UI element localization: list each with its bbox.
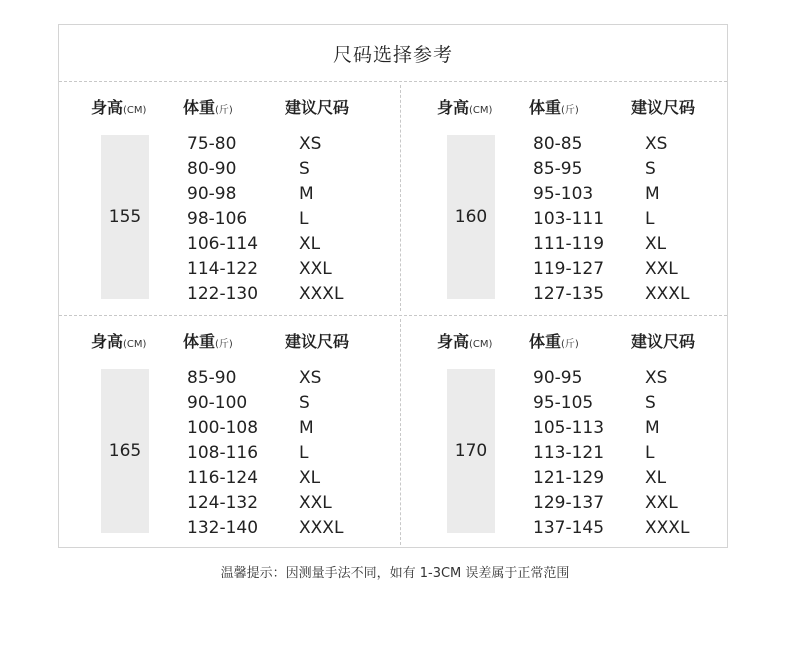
size-column <box>645 366 689 541</box>
weight-cell: 90-98 <box>187 184 237 204</box>
size-block-170 <box>397 317 727 549</box>
size-cell: XXL <box>299 493 332 513</box>
weight-cell: 105-113 <box>533 418 605 438</box>
size-cell: M <box>645 184 660 204</box>
weight-cell: 95-103 <box>533 184 594 204</box>
size-header: 建议尺码 <box>285 332 350 351</box>
height-header: 身高(CM) <box>91 332 147 351</box>
size-cell: L <box>299 209 309 229</box>
size-cell: XS <box>645 368 668 388</box>
size-column <box>299 132 343 307</box>
weight-cell: 80-85 <box>533 134 583 154</box>
size-cell: S <box>299 393 310 413</box>
size-chart-card <box>58 24 728 548</box>
weight-cell: 124-132 <box>187 493 259 513</box>
weight-cell: 119-127 <box>533 259 605 279</box>
weight-cell: 80-90 <box>187 159 237 179</box>
size-cell: XS <box>299 134 322 154</box>
size-cell: M <box>299 184 314 204</box>
size-cell: XXL <box>299 259 332 279</box>
size-cell: XXL <box>645 493 678 513</box>
height-value: 160 <box>447 135 495 299</box>
size-cell: XL <box>299 234 321 254</box>
weight-cell: 103-111 <box>533 209 605 229</box>
height-value: 170 <box>447 369 495 533</box>
size-cell: XXXL <box>299 518 344 538</box>
size-cell: M <box>645 418 660 438</box>
size-cell: XL <box>299 468 321 488</box>
weight-cell: 95-105 <box>533 393 594 413</box>
size-cell: XXXL <box>645 518 690 538</box>
weight-column <box>187 132 258 307</box>
size-block-160 <box>397 83 727 315</box>
weight-cell: 98-106 <box>187 209 248 229</box>
weight-header: 体重(斤) <box>183 332 233 351</box>
size-cell: L <box>645 209 655 229</box>
height-header: 身高(CM) <box>91 98 147 117</box>
middle-divider <box>59 315 727 316</box>
weight-cell: 121-129 <box>533 468 605 488</box>
size-cell: L <box>645 443 655 463</box>
size-cell: L <box>299 443 309 463</box>
size-cell: S <box>645 393 656 413</box>
weight-cell: 111-119 <box>533 234 605 254</box>
weight-column <box>533 132 604 307</box>
size-cell: S <box>645 159 656 179</box>
size-cell: S <box>299 159 310 179</box>
size-cell: XS <box>645 134 668 154</box>
weight-cell: 132-140 <box>187 518 259 538</box>
size-cell: XXXL <box>645 284 690 304</box>
weight-cell: 85-90 <box>187 368 237 388</box>
weight-cell: 75-80 <box>187 134 237 154</box>
weight-cell: 108-116 <box>187 443 259 463</box>
weight-cell: 90-95 <box>533 368 583 388</box>
weight-column <box>187 366 258 541</box>
size-cell: M <box>299 418 314 438</box>
size-column <box>299 366 343 541</box>
chart-title: 尺码选择参考 <box>332 43 453 66</box>
weight-cell: 137-145 <box>533 518 605 538</box>
size-header: 建议尺码 <box>631 332 696 351</box>
weight-header: 体重(斤) <box>183 98 233 117</box>
size-column <box>645 132 689 307</box>
weight-cell: 85-95 <box>533 159 583 179</box>
size-block-155 <box>59 83 389 315</box>
size-cell: XXL <box>645 259 678 279</box>
size-block-165 <box>59 317 389 549</box>
weight-cell: 122-130 <box>187 284 259 304</box>
weight-cell: 114-122 <box>187 259 259 279</box>
size-header: 建议尺码 <box>285 98 350 117</box>
weight-cell: 90-100 <box>187 393 248 413</box>
size-header: 建议尺码 <box>631 98 696 117</box>
size-cell: XXXL <box>299 284 344 304</box>
weight-header: 体重(斤) <box>529 332 579 351</box>
weight-cell: 127-135 <box>533 284 605 304</box>
height-value: 155 <box>101 135 149 299</box>
weight-cell: 100-108 <box>187 418 259 438</box>
weight-cell: 113-121 <box>533 443 605 463</box>
size-cell: XL <box>645 234 667 254</box>
height-header: 身高(CM) <box>437 332 493 351</box>
weight-header: 体重(斤) <box>529 98 579 117</box>
weight-cell: 106-114 <box>187 234 259 254</box>
height-value: 165 <box>101 369 149 533</box>
height-header: 身高(CM) <box>437 98 493 117</box>
weight-column <box>533 366 604 541</box>
size-cell: XL <box>645 468 667 488</box>
weight-cell: 129-137 <box>533 493 605 513</box>
size-cell: XS <box>299 368 322 388</box>
weight-cell: 116-124 <box>187 468 259 488</box>
title-divider <box>59 81 727 82</box>
measurement-note: 温馨提示：因测量手法不同，如有 1-3CM 误差属于正常范围 <box>220 566 570 581</box>
